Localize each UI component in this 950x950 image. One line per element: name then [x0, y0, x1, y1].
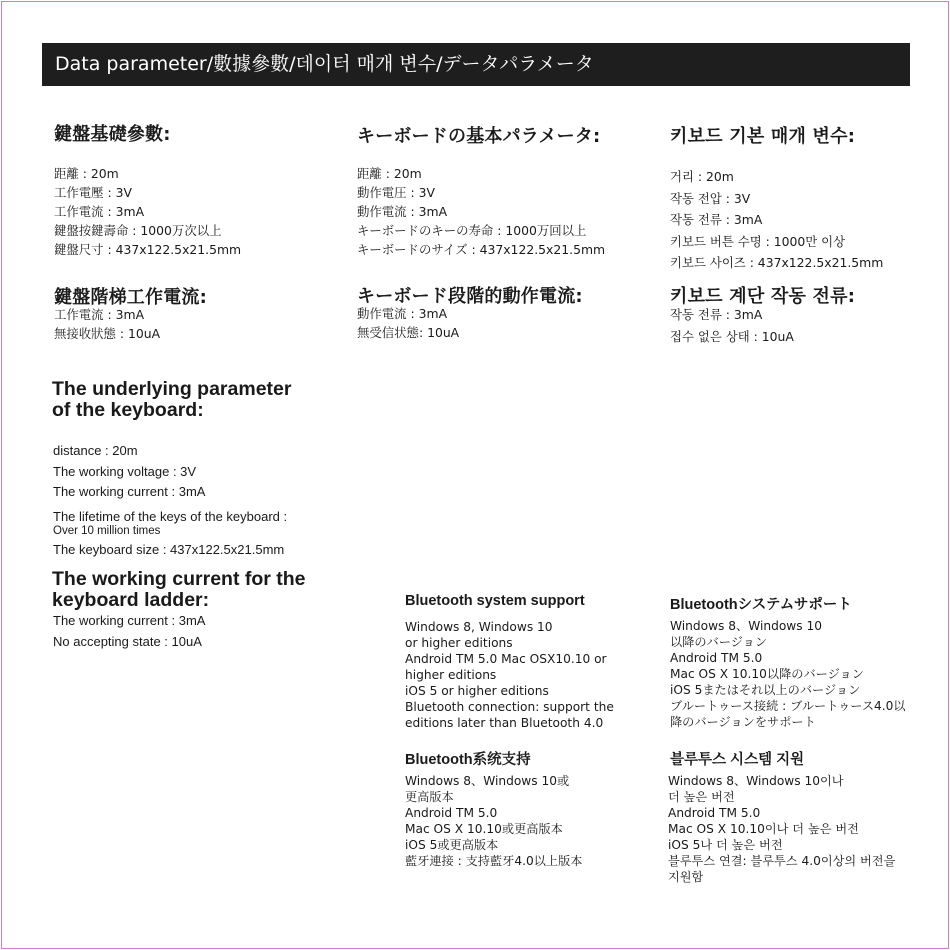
- bt-ko-list: [668, 773, 895, 885]
- list-item: Windows 8、Windows 10或: [405, 774, 570, 788]
- list-item: 지원함: [668, 870, 704, 884]
- ko-ladder-list: [670, 304, 794, 347]
- en-basic-title-line: of the keyboard:: [52, 399, 204, 421]
- zh-basic-list: [54, 164, 241, 259]
- list-item: editions later than Bluetooth 4.0: [405, 716, 604, 730]
- ko-ladder-title: 키보드 계단 작동 전류:: [670, 286, 856, 307]
- list-item: Mac OS X 10.10이나 더 높은 버전: [668, 822, 859, 836]
- list-item: 動作電流 : 3mA: [357, 204, 448, 219]
- list-item: Android TM 5.0 Mac OSX10.10 or: [405, 652, 607, 666]
- list-item: 無受信状態: 10uA: [357, 325, 460, 340]
- en-ladder-title-line: The working current for the: [52, 568, 306, 590]
- list-item: 以降のバージョン: [670, 635, 768, 649]
- bt-zh-list: [405, 773, 583, 869]
- zh-ladder-list: [54, 305, 160, 343]
- list-item: 鍵盤尺寸 : 437x122.5x21.5mm: [54, 242, 242, 257]
- en-ladder-list: [53, 611, 205, 652]
- list-item: Bluetooth connection: support the: [405, 700, 614, 714]
- ko-basic-list: [670, 166, 883, 274]
- list-item: キーボードのサイズ : 437x122.5x21.5mm: [357, 242, 606, 257]
- list-item: Mac OS X 10.10或更高版本: [405, 822, 563, 836]
- list-item: Windows 8, Windows 10: [405, 620, 553, 634]
- list-item: 更高版本: [405, 790, 454, 804]
- list-item: 動作電流 : 3mA: [357, 306, 448, 321]
- list-item: 距離 : 20m: [54, 166, 119, 181]
- list-item: Android TM 5.0: [670, 651, 763, 665]
- list-item: No accepting state : 10uA: [53, 633, 202, 649]
- en-ladder-title: [52, 569, 306, 611]
- list-item: distance : 20m: [53, 443, 138, 458]
- list-item: 거리 : 20m: [670, 169, 734, 184]
- bt-ja-title: Bluetoothシステムサポート: [670, 597, 852, 613]
- header-title: Data parameter/數據參數/데이터 매개 변수/データパラメータ: [55, 53, 594, 75]
- zh-ladder-title: 鍵盤階梯工作電流:: [54, 287, 207, 308]
- list-item: 작동 전압 : 3V: [670, 190, 751, 206]
- list-item: iOS 5或更高版本: [405, 838, 499, 852]
- list-item: 距離 : 20m: [357, 166, 422, 181]
- list-item: The keyboard size : 437x122.5x21.5mm: [53, 542, 285, 557]
- en-size: [53, 540, 284, 561]
- list-item: 藍牙連接 : 支持藍牙4.0以上版本: [405, 854, 583, 868]
- list-item: Windows 8、Windows 10: [670, 619, 823, 633]
- bt-ko-title: 블루투스 시스템 지원: [670, 752, 805, 768]
- list-item: キーボードのキーの寿命 : 1000万回以上: [357, 223, 587, 238]
- header-banner: [42, 43, 910, 86]
- en-basic-list: [53, 441, 205, 503]
- list-item: 키보드 사이즈 : 437x122.5x21.5mm: [670, 255, 884, 270]
- lifetime-value: Over 10 million times: [53, 525, 161, 537]
- list-item: Android TM 5.0: [668, 806, 761, 820]
- list-item: Windows 8、Windows 10이나: [668, 774, 844, 788]
- list-item: iOS 5 or higher editions: [405, 684, 549, 698]
- bt-en-list: [405, 619, 614, 731]
- en-basic-title: [52, 379, 291, 421]
- list-item: The working current : 3mA: [53, 484, 206, 499]
- list-item: 더 높은 버전: [668, 790, 735, 804]
- list-item: 無接收狀態 : 10uA: [54, 326, 161, 341]
- list-item: The working voltage : 3V: [53, 463, 197, 479]
- list-item: 降のバージョンをサポート: [670, 715, 816, 729]
- lifetime-label: The lifetime of the keys of the keyboard :: [53, 509, 288, 524]
- list-item: 작동 전류 : 3mA: [670, 307, 763, 322]
- bt-zh-title: Bluetooth系统支持: [405, 752, 531, 768]
- list-item: 블루투스 연결: 블루투스 4.0이상의 버전을: [668, 854, 896, 868]
- zh-basic-title: 鍵盤基礎參數:: [54, 124, 171, 145]
- list-item: 動作電圧 : 3V: [357, 185, 435, 200]
- ja-ladder-title: キーボード段階的動作電流:: [357, 286, 583, 307]
- bt-en-title: Bluetooth system support: [405, 593, 585, 609]
- list-item: Android TM 5.0: [405, 806, 498, 820]
- list-item: Mac OS X 10.10以降のバージョン: [670, 667, 864, 681]
- ja-ladder-list: [357, 304, 459, 342]
- ko-basic-title: 키보드 기본 매개 변수:: [670, 126, 856, 147]
- en-basic-title-line: The underlying parameter: [52, 378, 292, 400]
- list-item: The working current : 3mA: [53, 613, 206, 628]
- list-item: iOS 5またはそれ以上のバージョン: [670, 683, 861, 697]
- list-item: iOS 5나 더 높은 버전: [668, 838, 783, 852]
- bt-ja-list: [670, 618, 906, 730]
- list-item: or higher editions: [405, 636, 513, 650]
- spec-sheet: [1, 1, 949, 949]
- en-lifetime: [53, 509, 287, 538]
- list-item: 작동 전류 : 3mA: [670, 212, 763, 227]
- list-item: 접수 없은 상태 : 10uA: [670, 328, 794, 344]
- list-item: ブルートゥース接続 : ブルートゥース4.0以: [670, 699, 906, 713]
- en-ladder-title-line: keyboard ladder:: [52, 589, 210, 611]
- list-item: 工作電壓 : 3V: [54, 185, 132, 200]
- list-item: 工作電流 : 3mA: [54, 307, 145, 322]
- list-item: 鍵盤按鍵壽命 : 1000万次以上: [54, 223, 222, 238]
- ja-basic-list: [357, 164, 605, 259]
- ja-basic-title: キーボードの基本パラメータ:: [357, 126, 601, 147]
- list-item: 工作電流 : 3mA: [54, 204, 145, 219]
- list-item: 키보드 버튼 수명 : 1000만 이상: [670, 233, 846, 249]
- list-item: higher editions: [405, 668, 497, 682]
